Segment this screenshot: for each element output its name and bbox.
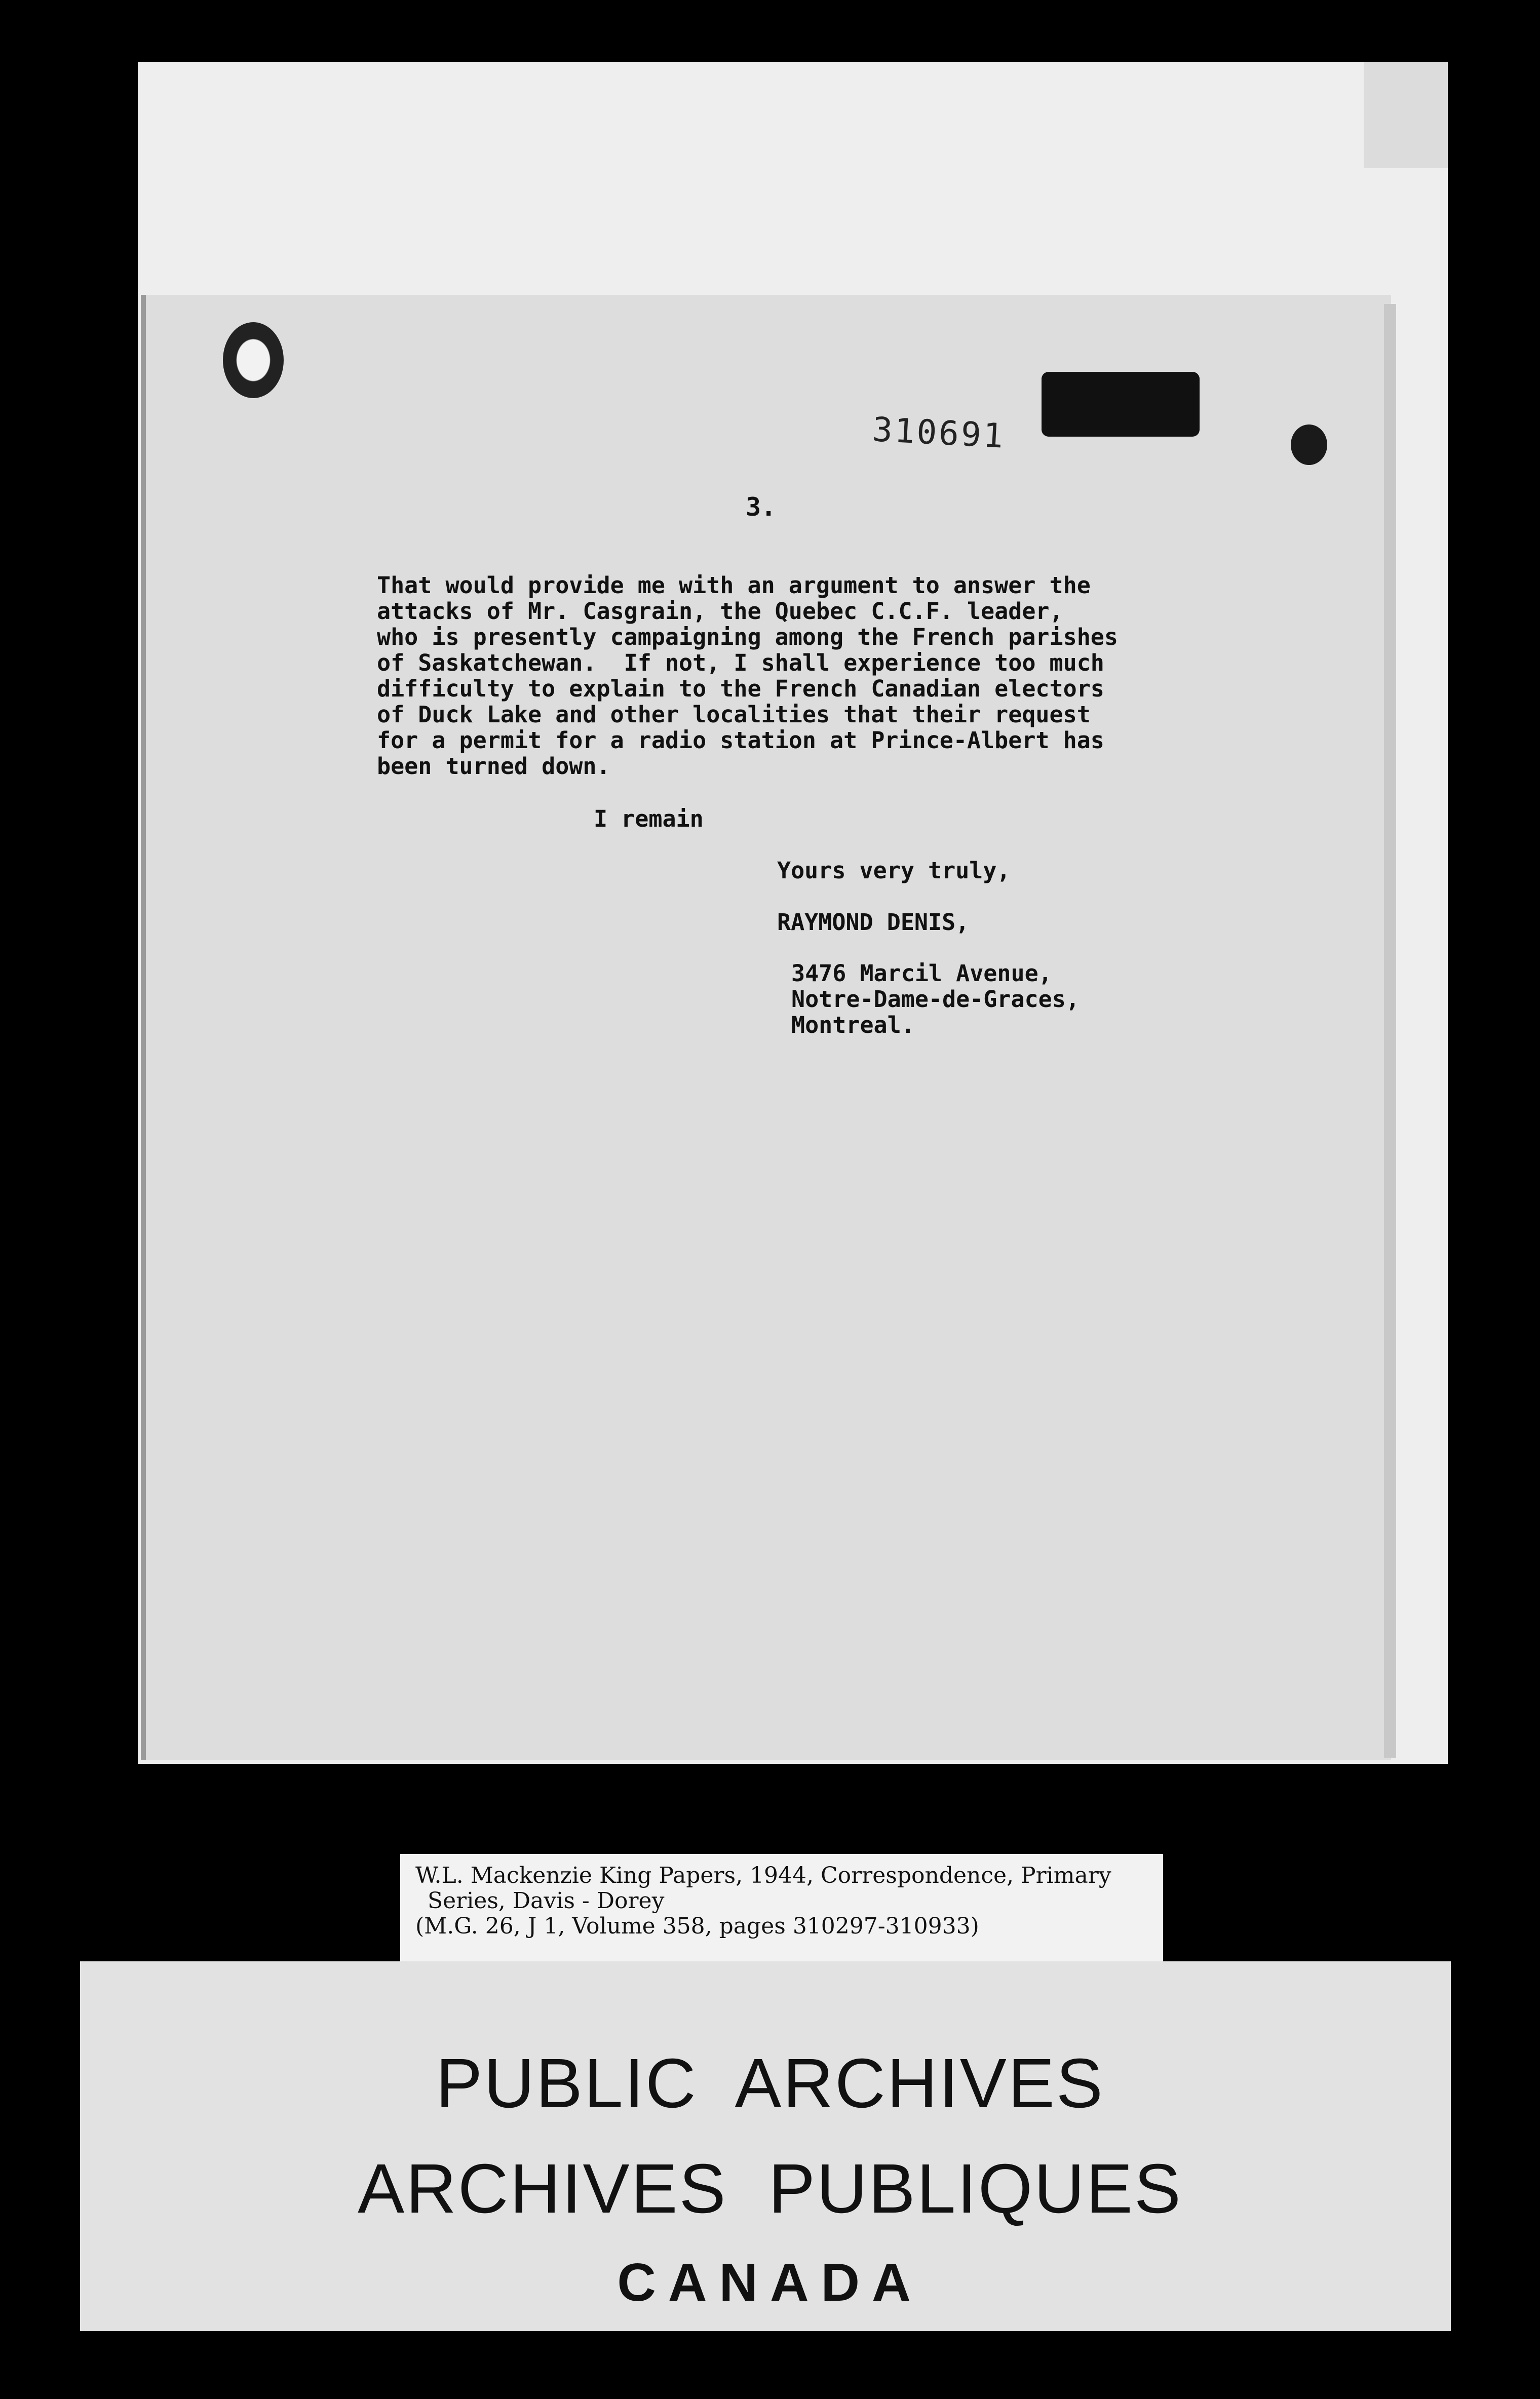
citation-label bbox=[400, 1854, 1163, 1962]
body-line: attacks of Mr. Casgrain, the Quebec C.C.F. leader, bbox=[377, 598, 1063, 625]
citation-line: W.L. Mackenzie King Papers, 1944, Correspondence, Primary bbox=[415, 1863, 1111, 1888]
signoff-line: Yours very truly, bbox=[777, 857, 1011, 884]
banner-title-english: PUBLIC ARCHIVES bbox=[436, 2044, 1104, 2122]
body-line: of Saskatchewan. If not, I shall experience too much bbox=[377, 649, 1104, 676]
citation-line: Series, Davis - Dorey bbox=[428, 1888, 665, 1914]
folio-number: 310691 bbox=[871, 410, 1007, 456]
folder-sheet-corner bbox=[1364, 62, 1448, 168]
body-line: who is presently campaigning among the French parishes bbox=[377, 624, 1118, 650]
citation-line: (M.G. 26, J 1, Volume 358, pages 310297-310933) bbox=[415, 1913, 979, 1939]
banner-country: CANADA bbox=[617, 2253, 923, 2312]
sender-address bbox=[791, 960, 1080, 1038]
address-line: Montreal. bbox=[791, 1012, 915, 1038]
closing-line: I remain bbox=[594, 805, 704, 832]
body-line: been turned down. bbox=[377, 753, 610, 780]
punch-hole-right bbox=[1291, 424, 1327, 465]
letter-page-edge bbox=[1384, 304, 1396, 1758]
body-line: of Duck Lake and other localities that their request bbox=[377, 701, 1091, 728]
page-number: 3. bbox=[746, 492, 777, 522]
address-line: Notre-Dame-de-Graces, bbox=[791, 986, 1080, 1013]
body-line: for a permit for a radio station at Prince-Albert has bbox=[377, 727, 1104, 754]
address-line: 3476 Marcil Avenue, bbox=[791, 960, 1052, 987]
banner-title-french: ARCHIVES PUBLIQUES bbox=[358, 2150, 1182, 2228]
redaction-mark bbox=[1042, 372, 1200, 437]
letter-body bbox=[377, 572, 1248, 779]
punch-hole-left bbox=[223, 322, 284, 398]
signature-name: RAYMOND DENIS, bbox=[777, 909, 970, 936]
body-line: difficulty to explain to the French Canadian electors bbox=[377, 675, 1104, 702]
body-line: That would provide me with an argument to answer the bbox=[377, 572, 1091, 599]
